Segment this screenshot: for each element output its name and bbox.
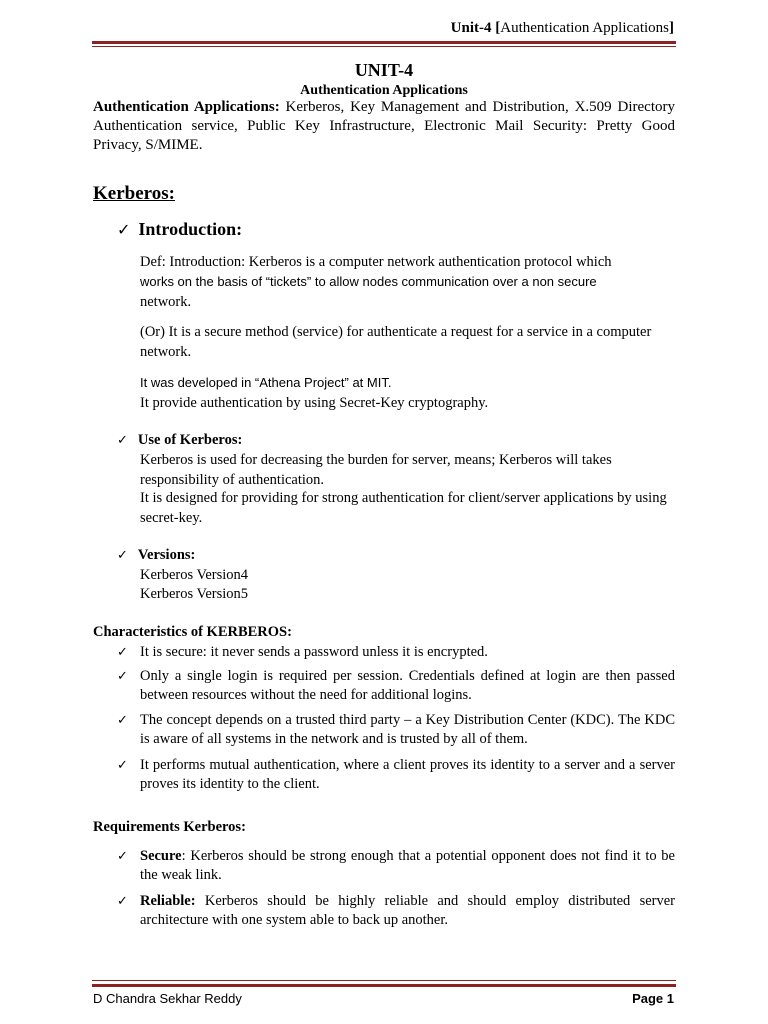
requirement-item	[117, 892, 675, 930]
characteristics-heading: Characteristics of KERBEROS:	[93, 624, 292, 640]
definition-paragraph	[140, 252, 675, 312]
footer-rule-thin	[92, 980, 676, 981]
page-subtitle: Authentication Applications	[300, 83, 468, 98]
or-paragraph: (Or) It is a secure method (service) for authenticate a request for a service in a computer network.	[140, 324, 652, 360]
definition-line-2: works on the basis of “tickets” to allow nodes communication over a non secure	[140, 274, 597, 289]
requirements-heading: Requirements Kerberos:	[93, 819, 246, 835]
checkmark-icon: ✓	[117, 894, 128, 909]
intro-lead: Authentication Applications:	[93, 99, 280, 115]
characteristic-text: Only a single login is required per session. Credentials defined at login are then passed between resources without the need for additional logins.	[140, 668, 675, 703]
requirement-lead: Reliable:	[140, 893, 196, 909]
characteristic-item	[117, 643, 675, 662]
running-header	[451, 20, 674, 37]
requirement-text	[140, 892, 675, 930]
intro-paragraph	[93, 98, 675, 155]
provide-line: It provide authentication by using Secret-Key cryptography.	[140, 395, 489, 411]
definition-line-1: Def: Introduction: Kerberos is a computer network authentication protocol which	[140, 254, 612, 270]
page-title: UNIT-4	[354, 60, 414, 80]
footer-author: D Chandra Sekhar Reddy	[93, 991, 242, 1006]
checkmark-icon: ✓	[117, 645, 128, 660]
use-heading	[117, 432, 242, 449]
characteristic-item	[117, 711, 675, 749]
versions-heading-text: Versions:	[137, 547, 196, 563]
header-rule-thin	[92, 46, 676, 47]
introduction-heading-text: Introduction:	[138, 219, 243, 239]
checkmark-icon: ✓	[117, 220, 131, 239]
characteristic-item	[117, 756, 675, 794]
header-rule-thick	[92, 41, 676, 44]
version-5: Kerberos Version5	[140, 586, 249, 602]
checkmark-icon: ✓	[117, 669, 128, 684]
version-4: Kerberos Version4	[140, 567, 249, 583]
checkmark-icon: ✓	[117, 849, 128, 864]
characteristic-text: It performs mutual authentication, where a client proves its identity to a server and a server proves its identity to the client.	[140, 757, 675, 792]
characteristic-text: The concept depends on a trusted third party – a Key Distribution Center (KDC). The KDC is aware of all systems in the network and is trusted by all of them.	[140, 712, 675, 747]
use-text-1: Kerberos is used for decreasing the burden for server, means; Kerberos will takes responsibility of authentication.	[140, 452, 612, 488]
header-topic: Authentication Applications	[500, 20, 669, 36]
intro-text: Kerberos, Key Management and Distribution, X.509 Directory Authentication service, Public Key Infrastructure, Electronic Mail Security: Pretty Good Privacy, S/MIME.	[93, 99, 675, 153]
checkmark-icon: ✓	[117, 713, 128, 728]
checkmark-icon: ✓	[117, 548, 128, 563]
use-heading-text: Use of Kerberos:	[137, 432, 243, 448]
introduction-heading	[117, 219, 242, 240]
requirement-body: Kerberos should be highly reliable and should employ distributed server architecture with one system able to back up another.	[140, 893, 675, 928]
characteristic-text: It is secure: it never sends a password unless it is encrypted.	[140, 644, 488, 660]
checkmark-icon: ✓	[117, 433, 128, 448]
definition-line-3: network.	[140, 294, 192, 310]
requirement-text	[140, 847, 675, 885]
page-number: Page 1	[632, 991, 674, 1006]
requirement-lead: Secure	[140, 848, 182, 864]
requirement-item	[117, 847, 675, 885]
characteristic-item	[117, 667, 675, 705]
header-unit: Unit-4	[450, 20, 492, 36]
footer-rule-thick	[92, 984, 676, 987]
use-text-2: It is designed for providing for strong authentication for client/server applications by using secret-key.	[140, 490, 667, 526]
versions-heading	[117, 547, 195, 564]
checkmark-icon: ✓	[117, 758, 128, 773]
requirement-body: : Kerberos should be strong enough that a potential opponent does not find it to be the weak link.	[140, 848, 675, 883]
header-bracket-close: ]	[669, 20, 674, 36]
kerberos-heading: Kerberos:	[93, 183, 175, 204]
header-bracket-open: [	[495, 20, 501, 36]
developed-line: It was developed in “Athena Project” at MIT.	[140, 375, 392, 390]
